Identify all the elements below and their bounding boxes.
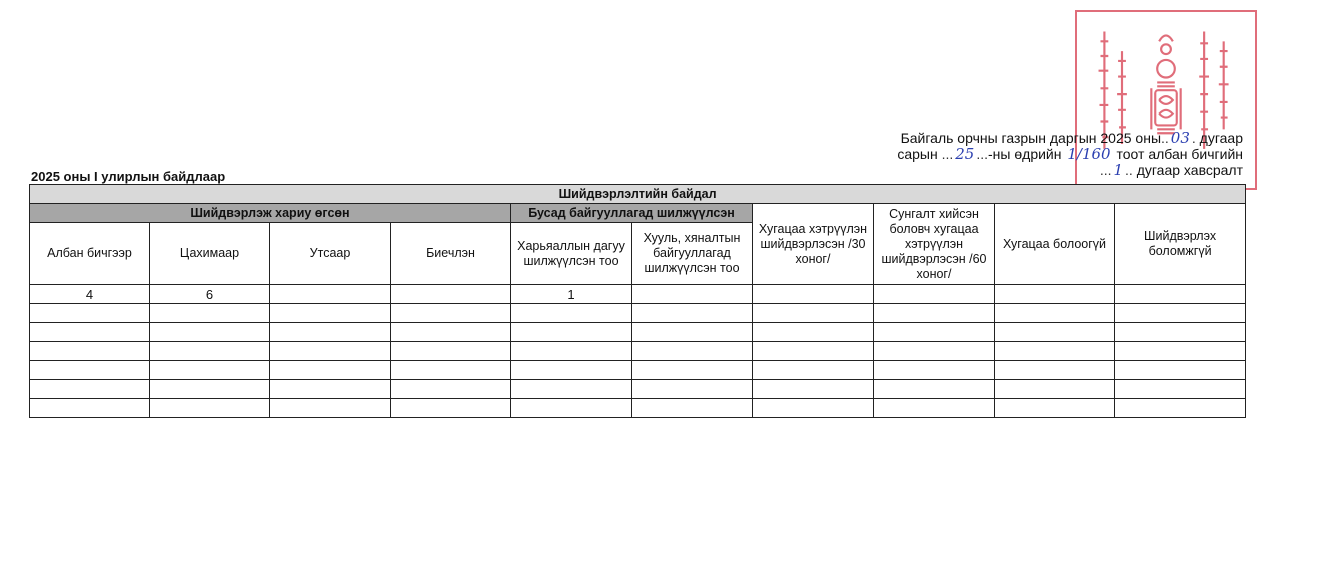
table-cell	[270, 285, 391, 304]
table-cell	[391, 399, 511, 418]
table-cell	[150, 323, 270, 342]
table-cell	[632, 361, 753, 380]
column-header-overdue: Хугацаа хэтрүүлэн шийдвэрлэсэн /30 хоног/	[753, 204, 874, 285]
column-header-phone: Утсаар	[270, 223, 391, 285]
table-cell	[1115, 361, 1246, 380]
table-cell: 4	[30, 285, 150, 304]
table-cell	[511, 342, 632, 361]
table-cell	[150, 342, 270, 361]
table-cell	[753, 380, 874, 399]
table-cell	[874, 323, 995, 342]
group-header-answered: Шийдвэрлэж хариу өгсөн	[30, 204, 511, 223]
reference-line-1-suffix: дугаар	[1199, 130, 1243, 146]
table-cell	[391, 285, 511, 304]
table-row	[30, 361, 1246, 380]
table-cell	[995, 323, 1115, 342]
table-cell: 6	[150, 285, 270, 304]
table-cell	[270, 304, 391, 323]
column-header-extended-overdue: Сунгалт хийсэн боловч хугацаа хэтрүүлэн шийдвэрлэсэн /60 хоног/	[874, 204, 995, 285]
table-cell	[270, 323, 391, 342]
table-cell	[391, 342, 511, 361]
table-cell	[391, 323, 511, 342]
table-cell	[30, 342, 150, 361]
table-cell	[1115, 399, 1246, 418]
table-cell	[30, 361, 150, 380]
table-cell	[753, 285, 874, 304]
table-row	[30, 304, 1246, 323]
table-cell	[150, 361, 270, 380]
table-cell	[511, 399, 632, 418]
table-cell	[632, 285, 753, 304]
table-cell	[30, 380, 150, 399]
handwritten-letter-number: 1/160	[1067, 145, 1111, 163]
group-header-transferred: Бусад байгууллагад шилжүүлсэн	[511, 204, 753, 223]
table-cell	[150, 380, 270, 399]
table-cell	[1115, 285, 1246, 304]
table-cell	[874, 361, 995, 380]
table-cell	[30, 323, 150, 342]
column-header-jurisdiction-transfer: Харьяаллын дагуу шилжүүлсэн тоо	[511, 223, 632, 285]
table-cell	[1115, 323, 1246, 342]
table-cell	[511, 304, 632, 323]
handwritten-day: 25	[955, 145, 975, 163]
table-cell	[1115, 304, 1246, 323]
table-row	[30, 380, 1246, 399]
table-cell	[874, 285, 995, 304]
table-row	[30, 399, 1246, 418]
reference-line-2-mid: -ны өдрийн	[988, 146, 1062, 162]
table-cell	[270, 380, 391, 399]
table-cell	[150, 304, 270, 323]
table-cell	[1115, 342, 1246, 361]
table-cell	[753, 304, 874, 323]
table-cell	[30, 399, 150, 418]
table-cell	[1115, 380, 1246, 399]
reference-line-1-prefix: Байгаль орчны газрын даргын 2025 оны	[900, 130, 1162, 146]
table-row	[30, 285, 1246, 304]
attachment-reference	[897, 130, 1243, 178]
table-cell	[995, 380, 1115, 399]
table-cell	[391, 304, 511, 323]
table-cell	[270, 361, 391, 380]
table-cell	[753, 323, 874, 342]
reference-line-3-suffix: дугаар хавсралт	[1136, 162, 1243, 178]
table-cell	[874, 399, 995, 418]
table-cell	[270, 399, 391, 418]
column-header-not-due: Хугацаа болоогүй	[995, 204, 1115, 285]
table-cell	[391, 380, 511, 399]
handwritten-attachment-number: 1	[1113, 161, 1124, 179]
table-cell	[632, 304, 753, 323]
resolution-status-table	[29, 184, 1246, 418]
table-cell	[995, 304, 1115, 323]
table-cell	[995, 285, 1115, 304]
table-cell	[632, 399, 753, 418]
handwritten-month: 03	[1170, 129, 1190, 147]
table-cell	[632, 342, 753, 361]
table-cell	[753, 361, 874, 380]
table-cell: 1	[511, 285, 632, 304]
main-header: Шийдвэрлэлтийн байдал	[30, 185, 1246, 204]
table-cell	[874, 380, 995, 399]
table-cell	[995, 399, 1115, 418]
table-cell	[753, 399, 874, 418]
table-cell	[511, 380, 632, 399]
table-cell	[150, 399, 270, 418]
table-row	[30, 342, 1246, 361]
column-header-impossible: Шийдвэрлэх боломжгүй	[1115, 204, 1246, 285]
table-row	[30, 323, 1246, 342]
reference-line-2: сарын ... 25 ...-ны өдрийн 1/160 тоот албан бичгийн	[897, 145, 1243, 163]
period-title: 2025 оны I улирлын байдлаар	[31, 169, 226, 184]
table-cell	[391, 361, 511, 380]
table-cell	[995, 342, 1115, 361]
column-header-electronic: Цахимаар	[150, 223, 270, 285]
reference-line-1: Байгаль орчны газрын даргын 2025 оны.. 03 . дугаар	[900, 129, 1243, 147]
table-cell	[874, 304, 995, 323]
table-cell	[511, 361, 632, 380]
table-cell	[30, 304, 150, 323]
reference-line-3: ... 1 .. дугаар хавсралт	[1099, 161, 1243, 179]
column-header-official-letter: Албан бичгээр	[30, 223, 150, 285]
reference-line-2-suffix: тоот албан бичгийн	[1116, 146, 1243, 162]
column-header-law-enforcement-transfer: Хууль, хяналтын байгууллагад шилжүүлсэн тоо	[632, 223, 753, 285]
table-cell	[995, 361, 1115, 380]
table-cell	[753, 342, 874, 361]
table-cell	[632, 323, 753, 342]
table-cell	[511, 323, 632, 342]
column-header-in-person: Биечлэн	[391, 223, 511, 285]
table-cell	[874, 342, 995, 361]
table-cell	[270, 342, 391, 361]
table-cell	[632, 380, 753, 399]
reference-line-2-prefix: сарын	[897, 146, 938, 162]
